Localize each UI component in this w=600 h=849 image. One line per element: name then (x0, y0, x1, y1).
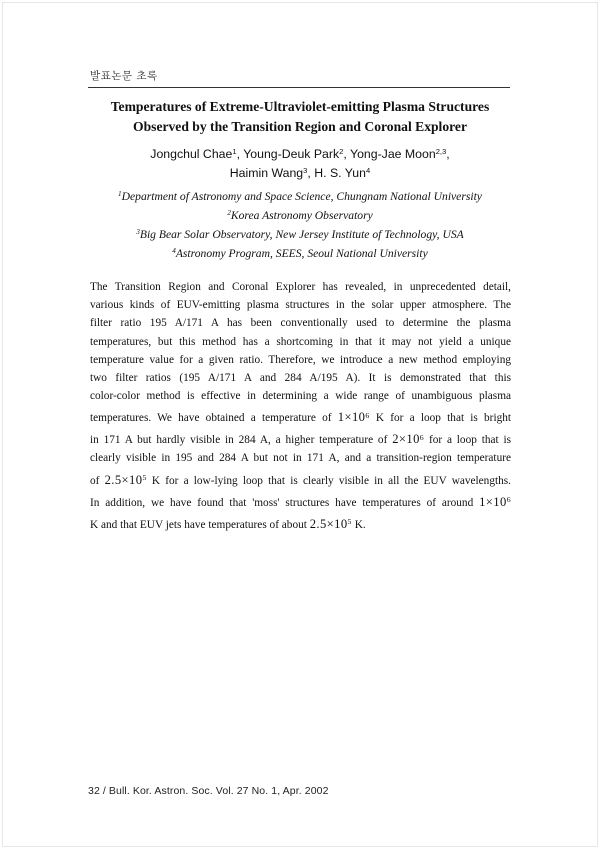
value-exponent: 6 (419, 432, 425, 442)
abstract-line: The Transition Region and Coronal Explorer has revealed, in unprecedented detail, (90, 281, 511, 293)
abstract-text: in 171 A but hardly visible in 284 A, a higher temperature of (90, 434, 388, 447)
abstract-text: K. (354, 518, 366, 531)
abstract-line: color-color method is effective in determining a wide range of unambiguous plasma (90, 390, 511, 403)
page-footer: 32 / Bull. Kor. Astron. Soc. Vol. 27 No. 1, Apr. 2002 (88, 785, 329, 797)
abstract-text: temperatures. We have obtained a temperature of (90, 412, 332, 425)
author-line-2 (80, 164, 520, 183)
section-header-label: 발표논문 초록 (90, 70, 158, 82)
affiliation-mark: 1 (118, 190, 122, 199)
header-rule (88, 87, 510, 88)
affiliation-mark: 2 (227, 209, 231, 218)
temperature-value (479, 495, 511, 509)
author-name: H. S. Yun (314, 165, 366, 180)
author-name: Yong-Jae Moon (350, 147, 436, 161)
author-separator: , (446, 147, 450, 161)
author-separator: , (236, 147, 244, 161)
affiliation-text: Big Bear Solar Observatory, New Jersey Institute of Technology, USA (139, 228, 464, 241)
author-list (80, 145, 520, 182)
value-mantissa: 2.5×10 (104, 472, 143, 487)
abstract-text: K and that EUV jets have temperatures of about (90, 518, 307, 531)
abstract-text: K for a low-lying loop that is clearly visible in all the EUV wavelengths. (151, 474, 511, 487)
author-name: Young-Deuk Park (243, 147, 340, 161)
value-exponent: 5 (142, 472, 147, 482)
abstract-line: various kinds of EUV-emitting plasma structures in the solar upper atmosphere. The (90, 299, 511, 312)
abstract-body (90, 278, 511, 534)
temperature-value (310, 517, 352, 531)
affiliation-mark: 4 (172, 247, 176, 256)
abstract-line: temperature value for a given ratio. Therefore, we introduce a new method employing (90, 353, 511, 366)
temperature-value (392, 432, 424, 446)
value-mantissa: 1×10 (479, 494, 507, 509)
abstract-text: of (90, 474, 100, 487)
value-exponent: 6 (365, 410, 370, 420)
affiliation-text: Astronomy Program, SEES, Seoul National University (175, 247, 428, 260)
affiliation-item (70, 187, 530, 206)
temperature-value (338, 410, 370, 424)
affiliation-text: Korea Astronomy Observatory (230, 209, 373, 222)
author-affiliation-mark: 2 (339, 147, 344, 157)
value-mantissa: 2×10 (392, 432, 420, 447)
affiliation-item (70, 244, 530, 263)
abstract-text: K for a loop that is bright (375, 412, 511, 425)
abstract-text: for a loop that is (428, 434, 511, 447)
affiliation-mark: 3 (136, 228, 140, 237)
abstract-line (90, 427, 511, 449)
author-line-1 (80, 145, 520, 164)
abstract-line (90, 405, 511, 427)
affiliation-list (70, 187, 530, 263)
value-mantissa: 1×10 (337, 410, 366, 425)
abstract-line (90, 490, 511, 512)
affiliation-item (70, 206, 530, 225)
author-affiliation-mark: 3 (303, 165, 308, 175)
abstract-text: In addition, we have found that 'moss' structures have temperatures of around (90, 496, 474, 509)
author-separator: , (343, 147, 350, 161)
abstract-line (90, 468, 511, 490)
temperature-value (105, 473, 147, 487)
abstract-line: clearly visible in 195 and 284 A but not in 171 A, and a transition-region temperature (90, 452, 511, 465)
author-affiliation-mark: 2,3 (435, 147, 447, 157)
value-mantissa: 2.5×10 (309, 516, 348, 531)
author-affiliation-mark: 4 (365, 165, 371, 175)
abstract-line: temperatures, but this method has a shortcoming in that it may not yield a unique (90, 335, 511, 348)
title-line-2: Observed by the Transition Region and Coronal Explorer (133, 119, 467, 134)
author-name: Jongchul Chae (150, 147, 233, 161)
affiliation-text: Department of Astronomy and Space Science, Chungnam National University (121, 190, 482, 203)
affiliation-item (70, 225, 530, 244)
author-name: Haimin Wang (229, 165, 304, 180)
author-affiliation-mark: 1 (232, 147, 237, 157)
abstract-line: two filter ratios (195 A/171 A and 284 A/195 A). It is demonstrated that this (90, 372, 511, 385)
abstract-line: filter ratio 195 A/171 A has been conventionally used to determine the plasma (90, 317, 511, 330)
title-line-1: Temperatures of Extreme-Ultraviolet-emitting Plasma Structures (110, 99, 490, 114)
author-separator: , (307, 165, 315, 180)
paper-title (60, 97, 540, 137)
value-exponent: 6 (506, 494, 511, 504)
abstract-line (90, 512, 511, 534)
value-exponent: 5 (347, 516, 352, 526)
